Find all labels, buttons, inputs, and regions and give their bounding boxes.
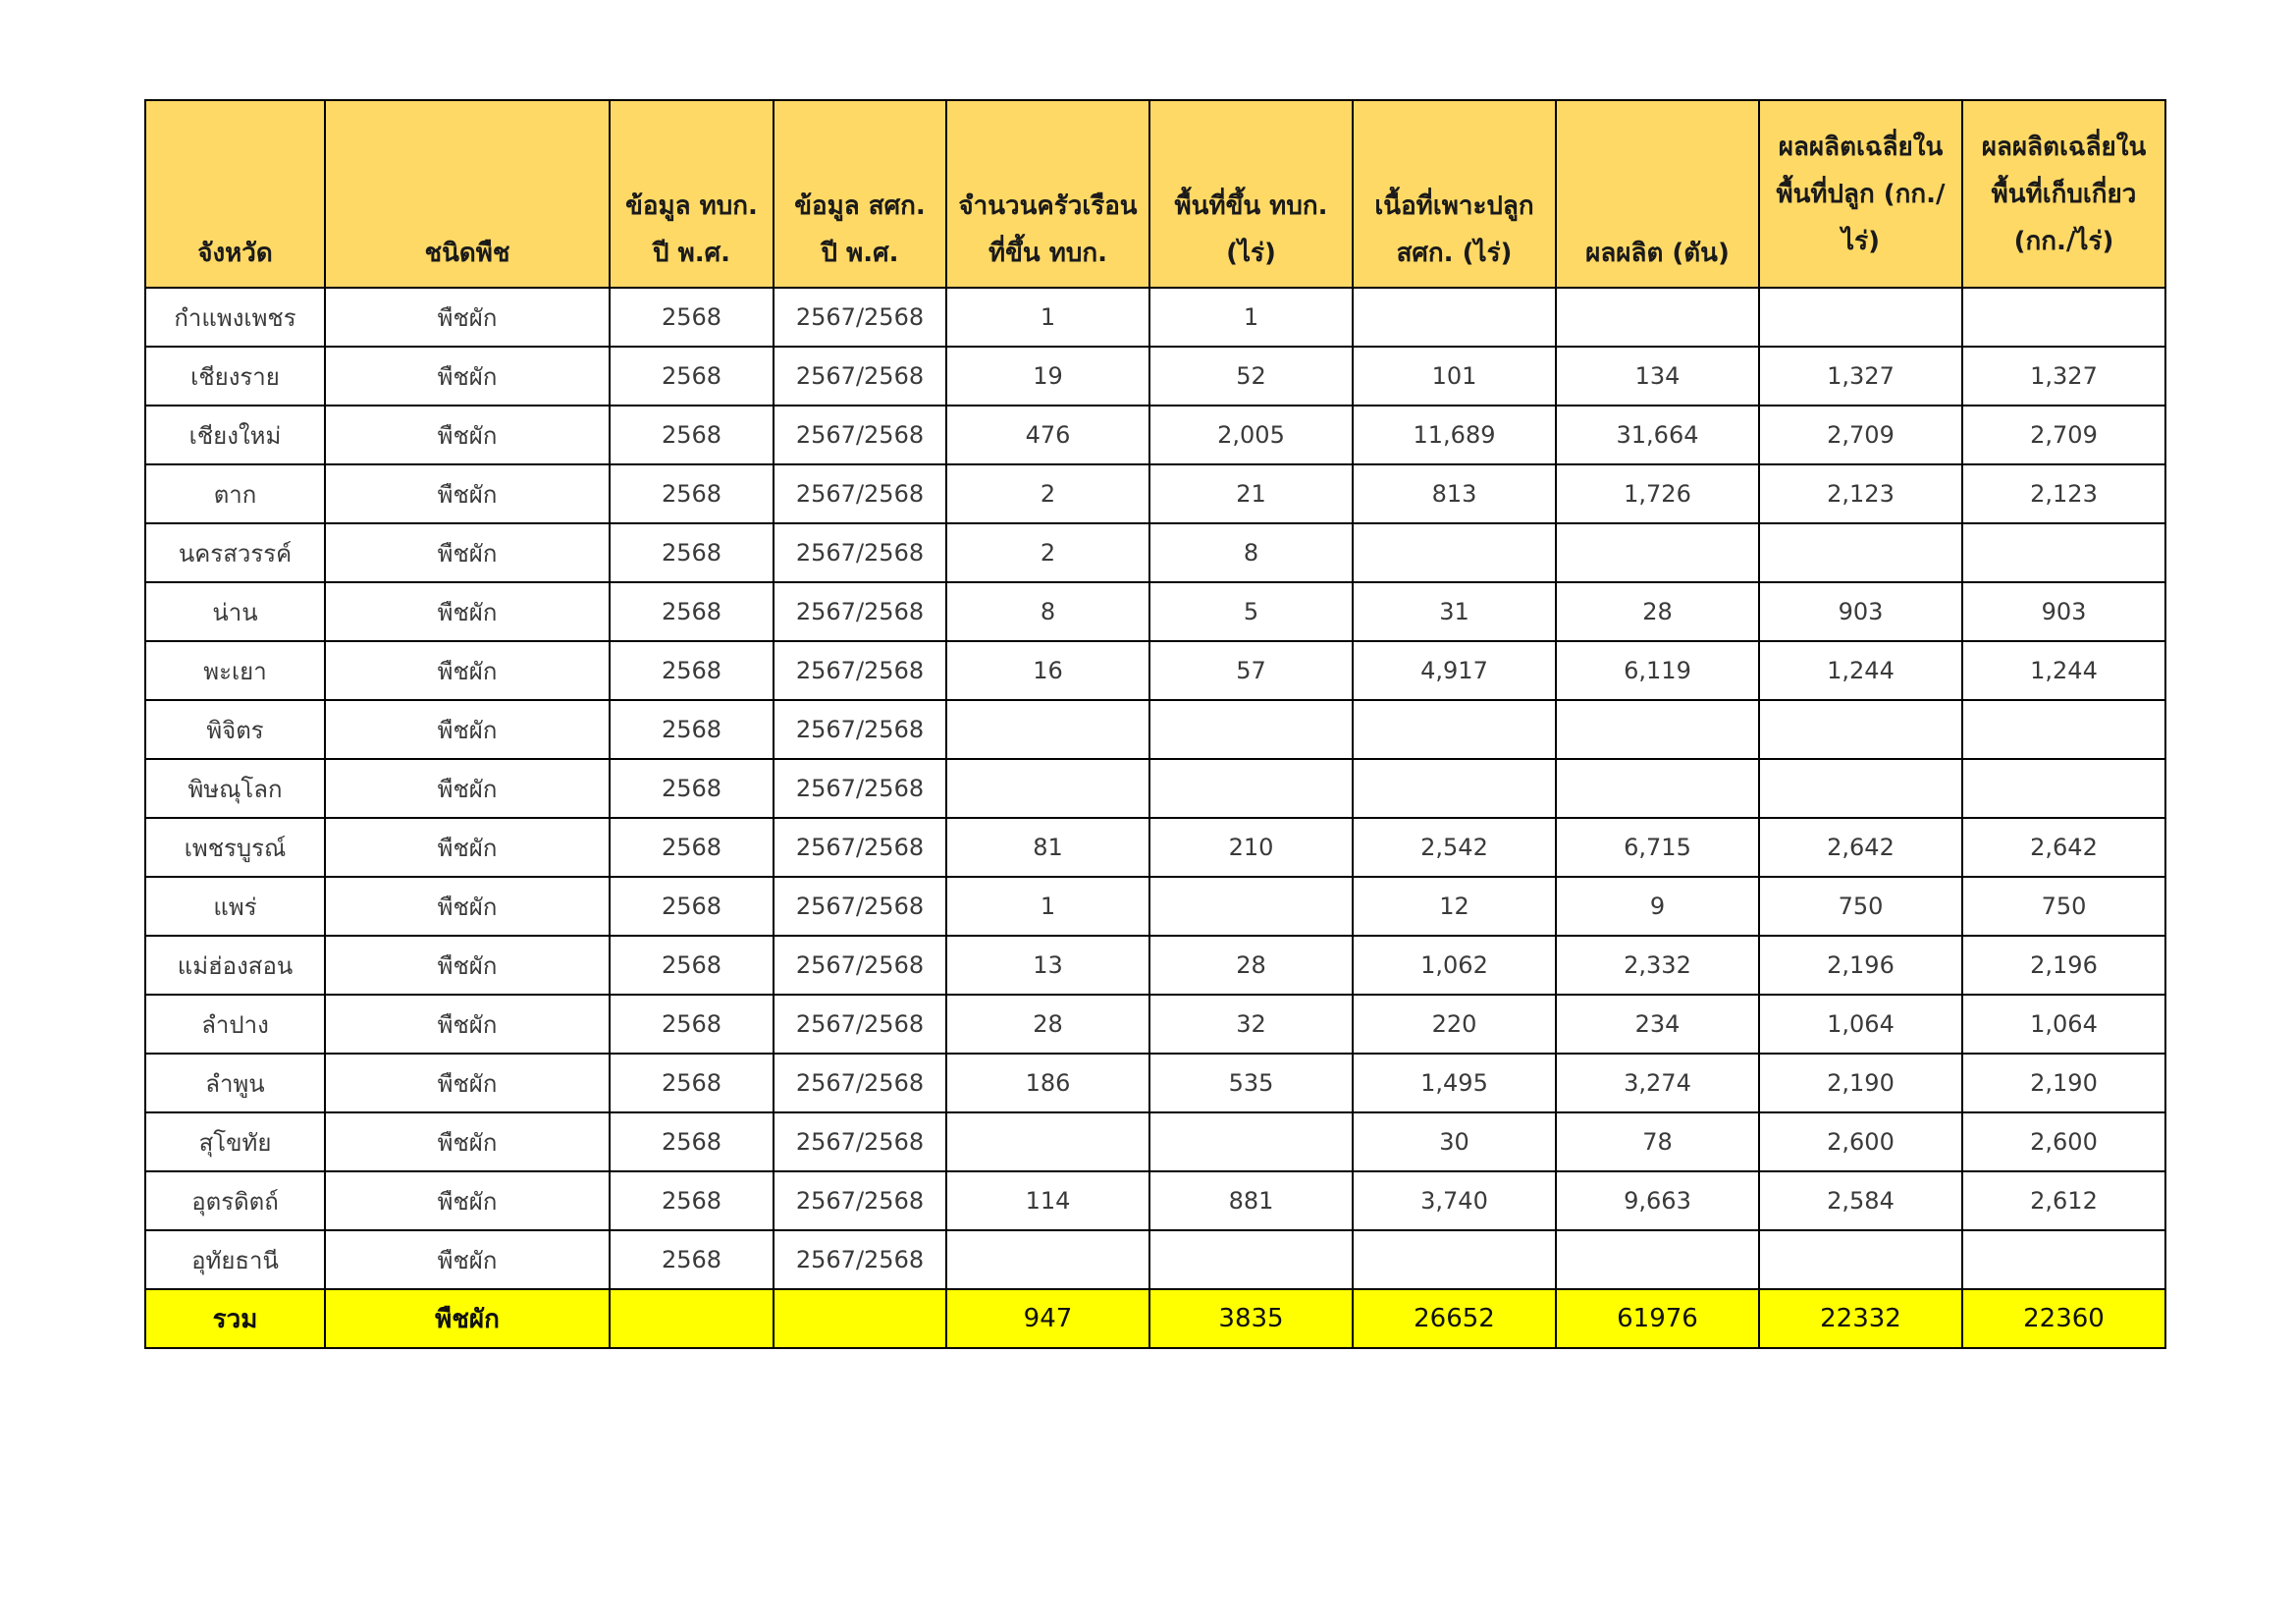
cell-crop-type: พืชผัก <box>325 995 610 1054</box>
cell-oae-year: 2567/2568 <box>774 288 946 347</box>
total-households: 947 <box>946 1289 1149 1348</box>
cell-tbk-year: 2568 <box>610 288 774 347</box>
total-label: รวม <box>145 1289 325 1348</box>
cell-province: กำแพงเพชร <box>145 288 325 347</box>
cell-crop-type: พืชผัก <box>325 347 610 406</box>
cell-province: เพชรบูรณ์ <box>145 818 325 877</box>
cell-production: 78 <box>1556 1112 1759 1171</box>
header-oae-year: ข้อมูล สศก. ปี พ.ศ. <box>774 100 946 288</box>
cell-registered-area <box>1149 1112 1353 1171</box>
cell-planted-area: 31 <box>1353 582 1556 641</box>
cell-yield-planted <box>1759 759 1962 818</box>
cell-registered-area: 1 <box>1149 288 1353 347</box>
header-registered-area: พื้นที่ขึ้น ทบก. (ไร่) <box>1149 100 1353 288</box>
cell-crop-type: พืชผัก <box>325 877 610 936</box>
table-row <box>145 464 2165 523</box>
cell-yield-harvested <box>1962 700 2165 759</box>
cell-oae-year: 2567/2568 <box>774 1230 946 1289</box>
table-row <box>145 523 2165 582</box>
cell-households: 13 <box>946 936 1149 995</box>
cell-tbk-year: 2568 <box>610 582 774 641</box>
cell-production: 3,274 <box>1556 1054 1759 1112</box>
cell-yield-planted <box>1759 1230 1962 1289</box>
cell-households: 2 <box>946 464 1149 523</box>
cell-households <box>946 1230 1149 1289</box>
cell-province: พิจิตร <box>145 700 325 759</box>
cell-production: 234 <box>1556 995 1759 1054</box>
cell-production: 134 <box>1556 347 1759 406</box>
total-yield-harvested: 22360 <box>1962 1289 2165 1348</box>
cell-planted-area: 101 <box>1353 347 1556 406</box>
cell-households: 114 <box>946 1171 1149 1230</box>
cell-registered-area: 5 <box>1149 582 1353 641</box>
cell-planted-area <box>1353 1230 1556 1289</box>
cell-registered-area <box>1149 1230 1353 1289</box>
cell-crop-type: พืชผัก <box>325 523 610 582</box>
cell-tbk-year: 2568 <box>610 1112 774 1171</box>
cell-oae-year: 2567/2568 <box>774 1171 946 1230</box>
cell-oae-year: 2567/2568 <box>774 877 946 936</box>
cell-oae-year: 2567/2568 <box>774 1112 946 1171</box>
cell-yield-harvested: 2,642 <box>1962 818 2165 877</box>
cell-tbk-year: 2568 <box>610 406 774 464</box>
cell-tbk-year: 2568 <box>610 1171 774 1230</box>
cell-oae-year: 2567/2568 <box>774 759 946 818</box>
table-row <box>145 1054 2165 1112</box>
cell-crop-type: พืชผัก <box>325 582 610 641</box>
cell-oae-year: 2567/2568 <box>774 995 946 1054</box>
cell-households: 28 <box>946 995 1149 1054</box>
cell-yield-harvested <box>1962 759 2165 818</box>
cell-province: อุตรดิตถ์ <box>145 1171 325 1230</box>
cell-province: สุโขทัย <box>145 1112 325 1171</box>
cell-oae-year: 2567/2568 <box>774 641 946 700</box>
cell-yield-harvested: 750 <box>1962 877 2165 936</box>
table-row <box>145 818 2165 877</box>
cell-registered-area: 8 <box>1149 523 1353 582</box>
cell-planted-area <box>1353 759 1556 818</box>
vegetable-production-table <box>144 99 2166 1349</box>
cell-production <box>1556 1230 1759 1289</box>
cell-yield-planted: 2,123 <box>1759 464 1962 523</box>
table-row <box>145 1112 2165 1171</box>
cell-planted-area: 3,740 <box>1353 1171 1556 1230</box>
cell-tbk-year: 2568 <box>610 523 774 582</box>
cell-yield-harvested: 2,709 <box>1962 406 2165 464</box>
table-row <box>145 1171 2165 1230</box>
header-tbk-year: ข้อมูล ทบก. ปี พ.ศ. <box>610 100 774 288</box>
cell-planted-area <box>1353 523 1556 582</box>
cell-crop-type: พืชผัก <box>325 936 610 995</box>
cell-yield-harvested: 2,600 <box>1962 1112 2165 1171</box>
cell-yield-harvested <box>1962 523 2165 582</box>
cell-province: ลำปาง <box>145 995 325 1054</box>
cell-planted-area <box>1353 700 1556 759</box>
cell-oae-year: 2567/2568 <box>774 700 946 759</box>
cell-households <box>946 700 1149 759</box>
total-planted-area: 26652 <box>1353 1289 1556 1348</box>
cell-registered-area: 57 <box>1149 641 1353 700</box>
cell-registered-area: 210 <box>1149 818 1353 877</box>
cell-oae-year: 2567/2568 <box>774 1054 946 1112</box>
header-crop-type: ชนิดพืช <box>325 100 610 288</box>
total-tbk-year <box>610 1289 774 1348</box>
total-oae-year <box>774 1289 946 1348</box>
cell-registered-area: 52 <box>1149 347 1353 406</box>
cell-tbk-year: 2568 <box>610 1230 774 1289</box>
cell-registered-area <box>1149 759 1353 818</box>
total-crop-type: พืชผัก <box>325 1289 610 1348</box>
cell-yield-harvested: 903 <box>1962 582 2165 641</box>
cell-oae-year: 2567/2568 <box>774 936 946 995</box>
cell-yield-planted: 2,600 <box>1759 1112 1962 1171</box>
cell-yield-harvested: 2,190 <box>1962 1054 2165 1112</box>
cell-yield-planted <box>1759 700 1962 759</box>
table-row <box>145 700 2165 759</box>
cell-production: 1,726 <box>1556 464 1759 523</box>
cell-crop-type: พืชผัก <box>325 406 610 464</box>
table-row <box>145 641 2165 700</box>
cell-crop-type: พืชผัก <box>325 288 610 347</box>
table-body <box>145 288 2165 1289</box>
cell-households <box>946 759 1149 818</box>
cell-households: 476 <box>946 406 1149 464</box>
cell-yield-planted: 2,196 <box>1759 936 1962 995</box>
cell-registered-area: 535 <box>1149 1054 1353 1112</box>
cell-crop-type: พืชผัก <box>325 1230 610 1289</box>
cell-planted-area: 12 <box>1353 877 1556 936</box>
cell-yield-planted: 1,244 <box>1759 641 1962 700</box>
cell-yield-harvested: 2,123 <box>1962 464 2165 523</box>
cell-province: พะเยา <box>145 641 325 700</box>
cell-province: นครสวรรค์ <box>145 523 325 582</box>
cell-yield-harvested: 1,327 <box>1962 347 2165 406</box>
cell-province: แม่ฮ่องสอน <box>145 936 325 995</box>
cell-yield-planted: 2,642 <box>1759 818 1962 877</box>
cell-registered-area: 32 <box>1149 995 1353 1054</box>
total-row <box>145 1289 2165 1348</box>
cell-tbk-year: 2568 <box>610 464 774 523</box>
cell-tbk-year: 2568 <box>610 1054 774 1112</box>
cell-planted-area: 220 <box>1353 995 1556 1054</box>
header-yield-planted: ผลผลิตเฉลี่ยใน พื้นที่ปลูก (กก./ ไร่) <box>1759 100 1962 288</box>
cell-yield-planted: 1,064 <box>1759 995 1962 1054</box>
cell-yield-harvested: 2,612 <box>1962 1171 2165 1230</box>
cell-households: 1 <box>946 877 1149 936</box>
cell-crop-type: พืชผัก <box>325 759 610 818</box>
cell-province: เชียงราย <box>145 347 325 406</box>
cell-planted-area <box>1353 288 1556 347</box>
cell-production: 28 <box>1556 582 1759 641</box>
total-production: 61976 <box>1556 1289 1759 1348</box>
cell-households: 8 <box>946 582 1149 641</box>
cell-yield-harvested <box>1962 1230 2165 1289</box>
cell-planted-area: 2,542 <box>1353 818 1556 877</box>
table-row <box>145 877 2165 936</box>
cell-households: 1 <box>946 288 1149 347</box>
cell-crop-type: พืชผัก <box>325 818 610 877</box>
cell-oae-year: 2567/2568 <box>774 406 946 464</box>
table-row <box>145 347 2165 406</box>
cell-registered-area: 881 <box>1149 1171 1353 1230</box>
cell-production: 9,663 <box>1556 1171 1759 1230</box>
table-row <box>145 936 2165 995</box>
cell-tbk-year: 2568 <box>610 759 774 818</box>
cell-oae-year: 2567/2568 <box>774 347 946 406</box>
cell-yield-harvested <box>1962 288 2165 347</box>
cell-households: 16 <box>946 641 1149 700</box>
cell-yield-planted: 2,584 <box>1759 1171 1962 1230</box>
cell-registered-area <box>1149 700 1353 759</box>
cell-yield-planted: 2,190 <box>1759 1054 1962 1112</box>
header-planted-area: เนื้อที่เพาะปลูก สศก. (ไร่) <box>1353 100 1556 288</box>
cell-production: 9 <box>1556 877 1759 936</box>
cell-planted-area: 30 <box>1353 1112 1556 1171</box>
cell-registered-area: 2,005 <box>1149 406 1353 464</box>
cell-crop-type: พืชผัก <box>325 641 610 700</box>
cell-crop-type: พืชผัก <box>325 1171 610 1230</box>
cell-province: พิษณุโลก <box>145 759 325 818</box>
cell-yield-harvested: 1,064 <box>1962 995 2165 1054</box>
cell-province: ลำพูน <box>145 1054 325 1112</box>
cell-crop-type: พืชผัก <box>325 700 610 759</box>
cell-tbk-year: 2568 <box>610 877 774 936</box>
cell-yield-harvested: 2,196 <box>1962 936 2165 995</box>
cell-tbk-year: 2568 <box>610 641 774 700</box>
cell-oae-year: 2567/2568 <box>774 523 946 582</box>
cell-yield-planted: 2,709 <box>1759 406 1962 464</box>
table-row <box>145 582 2165 641</box>
cell-planted-area: 813 <box>1353 464 1556 523</box>
cell-tbk-year: 2568 <box>610 347 774 406</box>
table-row <box>145 995 2165 1054</box>
cell-oae-year: 2567/2568 <box>774 464 946 523</box>
cell-yield-harvested: 1,244 <box>1962 641 2165 700</box>
cell-production <box>1556 288 1759 347</box>
cell-province: เชียงใหม่ <box>145 406 325 464</box>
cell-tbk-year: 2568 <box>610 995 774 1054</box>
cell-yield-planted: 1,327 <box>1759 347 1962 406</box>
header-production: ผลผลิต (ตัน) <box>1556 100 1759 288</box>
cell-tbk-year: 2568 <box>610 818 774 877</box>
cell-planted-area: 11,689 <box>1353 406 1556 464</box>
header-households: จำนวนครัวเรือน ที่ขึ้น ทบก. <box>946 100 1149 288</box>
cell-registered-area: 21 <box>1149 464 1353 523</box>
cell-yield-planted <box>1759 288 1962 347</box>
cell-province: อุทัยธานี <box>145 1230 325 1289</box>
table-row <box>145 288 2165 347</box>
cell-households: 81 <box>946 818 1149 877</box>
cell-households: 186 <box>946 1054 1149 1112</box>
cell-production: 6,715 <box>1556 818 1759 877</box>
cell-households <box>946 1112 1149 1171</box>
cell-planted-area: 1,062 <box>1353 936 1556 995</box>
cell-tbk-year: 2568 <box>610 700 774 759</box>
cell-yield-planted <box>1759 523 1962 582</box>
cell-production <box>1556 523 1759 582</box>
header-province: จังหวัด <box>145 100 325 288</box>
cell-households: 2 <box>946 523 1149 582</box>
header-yield-harvested: ผลผลิตเฉลี่ยใน พื้นที่เก็บเกี่ยว (กก./ไร่) <box>1962 100 2165 288</box>
cell-planted-area: 1,495 <box>1353 1054 1556 1112</box>
cell-households: 19 <box>946 347 1149 406</box>
total-registered-area: 3835 <box>1149 1289 1353 1348</box>
table-row <box>145 1230 2165 1289</box>
header-row <box>145 100 2165 288</box>
cell-province: น่าน <box>145 582 325 641</box>
cell-crop-type: พืชผัก <box>325 1112 610 1171</box>
cell-production: 2,332 <box>1556 936 1759 995</box>
cell-yield-planted: 903 <box>1759 582 1962 641</box>
cell-production <box>1556 700 1759 759</box>
table-row <box>145 406 2165 464</box>
cell-oae-year: 2567/2568 <box>774 818 946 877</box>
cell-yield-planted: 750 <box>1759 877 1962 936</box>
cell-crop-type: พืชผัก <box>325 464 610 523</box>
cell-province: แพร่ <box>145 877 325 936</box>
cell-registered-area <box>1149 877 1353 936</box>
table-row <box>145 759 2165 818</box>
cell-production: 31,664 <box>1556 406 1759 464</box>
cell-registered-area: 28 <box>1149 936 1353 995</box>
total-yield-planted: 22332 <box>1759 1289 1962 1348</box>
cell-province: ตาก <box>145 464 325 523</box>
cell-production: 6,119 <box>1556 641 1759 700</box>
cell-tbk-year: 2568 <box>610 936 774 995</box>
cell-production <box>1556 759 1759 818</box>
cell-planted-area: 4,917 <box>1353 641 1556 700</box>
cell-oae-year: 2567/2568 <box>774 582 946 641</box>
cell-crop-type: พืชผัก <box>325 1054 610 1112</box>
